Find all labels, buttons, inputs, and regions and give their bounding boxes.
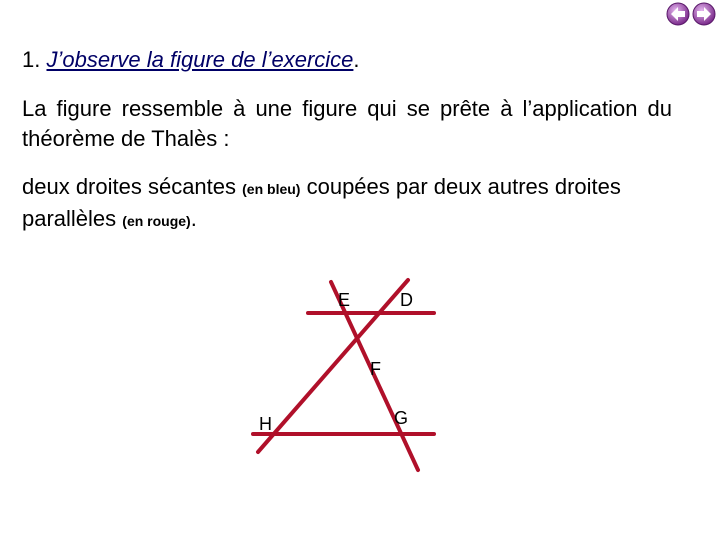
desc-part3: . (190, 206, 197, 231)
desc-part2: coupées par deux autres droites parallèles (22, 174, 621, 231)
heading-end: . (353, 47, 360, 72)
secant-line-hf (258, 280, 408, 452)
note-red: (en rouge) (122, 213, 191, 229)
label-h: H (259, 414, 272, 434)
label-f: F (370, 359, 381, 379)
paragraph-intro: La figure ressemble à une figure qui se prête à l’application du théorème de Thalès : (22, 96, 672, 151)
label-d: D (400, 290, 413, 310)
heading-text: J’observe la figure de l’exercice (46, 47, 354, 72)
label-e: E (338, 290, 351, 310)
note-blue: (en bleu) (242, 181, 301, 197)
label-g: G (394, 408, 409, 428)
heading-number: 1. (22, 47, 41, 72)
desc-part1: deux droites sécantes (22, 174, 243, 199)
